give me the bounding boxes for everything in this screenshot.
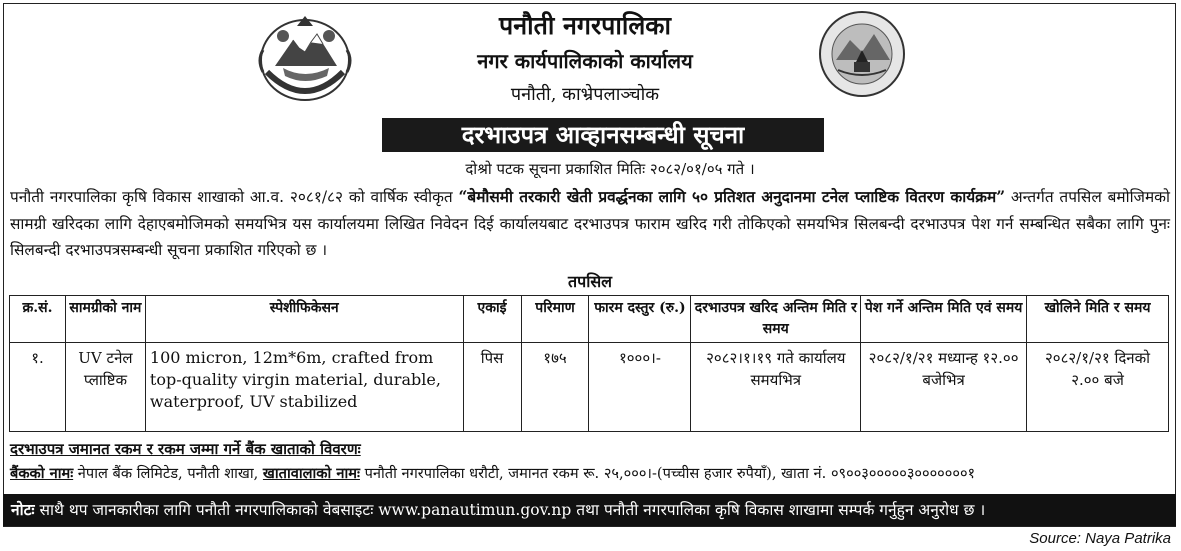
cell-sn: १.	[10, 343, 66, 432]
cell-opening: २०८२/१/२१ दिनको २.०० बजे	[1027, 343, 1169, 432]
notice-body	[10, 184, 1170, 264]
header-qty: परिमाण	[521, 296, 589, 343]
bank-label: बैंकको नामः	[10, 465, 74, 482]
header-item: सामग्रीको नाम	[65, 296, 145, 343]
note-label: नोटः	[11, 500, 35, 519]
source-credit: Source: Naya Patrika	[1029, 530, 1171, 547]
cell-fee: १०००।-	[589, 343, 691, 432]
cell-item: UV टनेल प्लाष्टिक	[65, 343, 145, 432]
header-submit-deadline: पेश गर्ने अन्तिम मिति एवं समय	[861, 296, 1027, 343]
note-bar	[3, 494, 1176, 526]
cell-unit: पिस	[463, 343, 521, 432]
cell-spec: 100 micron, 12m*6m, crafted from top-quality virgin material, durable, waterproof, UV stabilized	[145, 343, 463, 432]
note-text: साथै थप जानकारीका लागि पनौती नगरपालिकाको वेबसाइटः www.panautimun.gov.np तथा पनौती नगरपालिका कृषि विकास शाखामा सम्पर्क गर्नुहुन अनुरोध छ ।	[34, 501, 986, 519]
header-sn: क्र.सं.	[10, 296, 66, 343]
publication-date: दोश्रो पटक सूचना प्रकाशित मितिः २०८२/०१/०५ गते ।	[465, 160, 755, 178]
cell-buy-deadline: २०८२।१।१९ गते कार्यालय समयभित्र	[691, 343, 861, 432]
org-office: नगर कार्यपालिकाको कार्यालय	[477, 49, 693, 73]
org-address: पनौती, काभ्रेपलाञ्चोक	[510, 84, 660, 105]
header-fee: फारम दस्तुर (रु.)	[589, 296, 691, 343]
bank-heading: दरभाउपत्र जमानत रकम र रकम जम्मा गर्ने बैंक खाताको विवरणः	[10, 440, 361, 458]
notice-title: दरभाउपत्र आव्हानसम्बन्धी सूचना	[382, 118, 824, 152]
holder-label: खातावालाको नामः	[262, 465, 360, 482]
nepal-emblem-icon	[253, 10, 357, 104]
header-unit: एकाई	[463, 296, 521, 343]
notice-body-part1: पनौती नगरपालिका कृषि विकास शाखाको आ.व. २०८१/८२ को वार्षिक स्वीकृत	[10, 188, 459, 206]
cell-qty: १७५	[521, 343, 589, 432]
bank-value: नेपाल बैंक लिमिटेड, पनौती शाखा,	[73, 465, 263, 482]
notice-body-part2: अन्तर्गत तपसिल बमोजिमको सामग्री खरिदका लागि देहाएबमोजिमको समयभित्र यस कार्यालयमा लिखित निवेदन दिई कार्यालयबाट दरभाउपत्र फाराम खरिद गरी तोकिएको समयभित्र सिलबन्दी दरभाउपत्र पेश गर्न सम्बन्धित सबैका लागि पुनः सिलबन्दी दरभाउपत्रसम्बन्धी सूचना प्रकाशित गरिएको छ ।	[10, 188, 1170, 259]
header-spec: स्पेशीफिकेसन	[145, 296, 463, 343]
schedule-heading: तपसिल	[567, 272, 613, 291]
bank-details	[10, 462, 1170, 486]
program-name: “बेमौसमी तरकारी खेती प्रवर्द्धनका लागि ५० प्रतिशत अनुदानमा टनेल प्लाष्टिक वितरण कार्यक्रम”	[458, 188, 1006, 206]
table-header-row	[10, 296, 1169, 343]
table-row	[10, 343, 1169, 432]
org-name: पनौती नगरपालिका	[499, 11, 671, 40]
header-opening: खोलिने मिति र समय	[1027, 296, 1169, 343]
header-buy-deadline: दरभाउपत्र खरिद अन्तिम मिति र समय	[691, 296, 861, 343]
schedule-table	[9, 295, 1169, 432]
municipality-logo-icon	[818, 10, 906, 98]
cell-submit-deadline: २०८२/१/२१ मध्यान्ह १२.०० बजेभित्र	[861, 343, 1027, 432]
holder-value: पनौती नगरपालिका धरौटी, जमानत रकम रू. २५,०००।-(पच्चीस हजार रुपैयाँ), खाता नं. ०९००३०००००३०००००००१	[359, 465, 976, 482]
